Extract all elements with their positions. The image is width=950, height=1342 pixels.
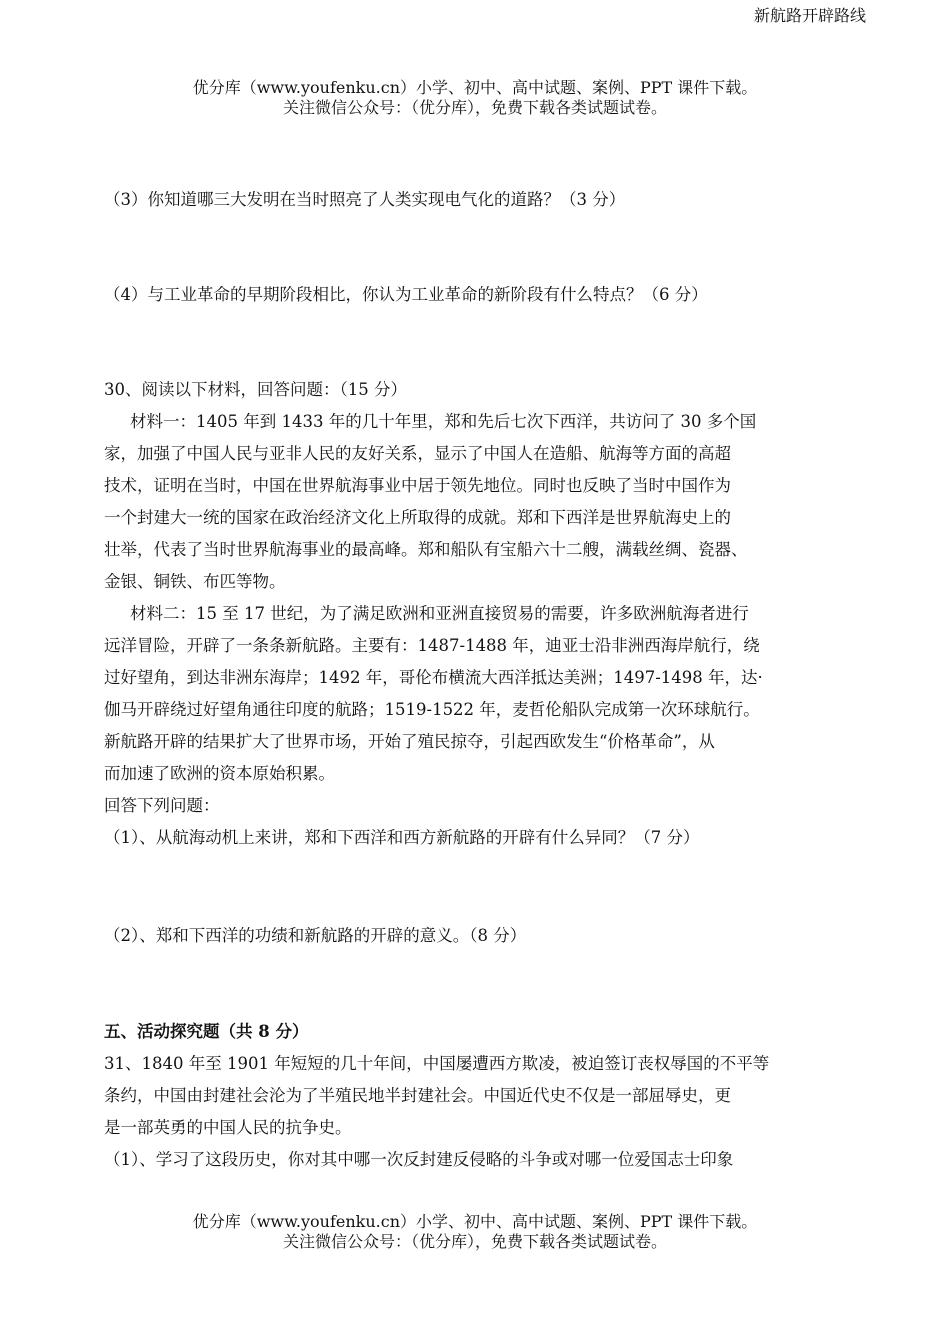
material-2: [104, 598, 864, 790]
material-2-line: 远洋冒险，开辟了一条条新航路。主要有：1487-1488 年，迪亚士沿非洲西海岸航行，绕: [104, 636, 760, 655]
question-31-line: 条约，中国由封建社会沦为了半殖民地半封建社会。中国近代史不仅是一部屈辱史，更: [104, 1086, 731, 1105]
question-30-item-1: （1）、从航海动机上来讲，郑和下西洋和西方新航路的开辟有什么异同？（7 分）: [104, 828, 700, 847]
material-1-line: 技术，证明在当时，中国在世界航海事业中居于领先地位。同时也反映了当时中国作为: [104, 476, 731, 495]
material-1-line: 家，加强了中国人民与亚非人民的友好关系，显示了中国人在造船、航海等方面的高超: [104, 444, 731, 463]
banner-line-1: 优分库（www.youfenku.cn）小学、初中、高中试题、案例、PPT 课件下载。: [192, 78, 758, 97]
material-1-line: 金银、铜铁、布匹等物。: [104, 572, 286, 591]
question-30-stem: 30、阅读以下材料，回答问题：（15 分）: [104, 380, 407, 399]
material-1-line: 材料一：1405 年到 1433 年的几十年里，郑和先后七次下西洋，共访问了 30 多个国: [130, 412, 757, 431]
material-2-line: 新航路开辟的结果扩大了世界市场，开始了殖民掠夺，引起西欧发生“价格革命”，从: [104, 732, 715, 751]
material-1-line: 一个封建大一统的国家在政治经济文化上所取得的成就。郑和下西洋是世界航海史上的: [104, 508, 731, 527]
top-banner: [0, 78, 950, 118]
question-31-line: 是一部英勇的中国人民的抗争史。: [104, 1118, 352, 1137]
question-29-item-3: （3）你知道哪三大发明在当时照亮了人类实现电气化的道路？（3 分）: [104, 190, 626, 209]
material-2-line: 伽马开辟绕过好望角通往印度的航路；1519-1522 年，麦哲伦船队完成第一次环球航行。: [104, 700, 760, 719]
bottom-banner: [0, 1212, 950, 1252]
banner-line-2: 关注微信公众号：（优分库），免费下载各类试题试卷。: [282, 98, 667, 117]
question-30-prompt: 回答下列问题：: [104, 796, 220, 815]
question-30: [104, 374, 864, 854]
material-2-line: 而加速了欧洲的资本原始积累。: [104, 764, 335, 783]
material-2-line: 过好望角，到达非洲东海岸；1492 年，哥伦布横流大西洋抵达美洲；1497-1498 年，达·: [104, 668, 763, 687]
material-2-line: 材料二：15 至 17 世纪，为了满足欧洲和亚洲直接贸易的需要，许多欧洲航海者进行: [130, 604, 749, 623]
question-31-line: 31、1840 年至 1901 年短短的几十年间，中国屡遭西方欺凌，被迫签订丧权辱国的不平等: [104, 1054, 770, 1073]
material-1: [104, 406, 864, 598]
banner-line-2: 关注微信公众号：（优分库），免费下载各类试题试卷。: [282, 1232, 667, 1251]
question-31-item-1: （1）、学习了这段历史，你对其中哪一次反封建反侵略的斗争或对哪一位爱国志士印象: [104, 1150, 734, 1169]
banner-line-1: 优分库（www.youfenku.cn）小学、初中、高中试题、案例、PPT 课件下载。: [192, 1212, 758, 1231]
question-29-item-4: （4）与工业革命的早期阶段相比，你认为工业革命的新阶段有什么特点？（6 分）: [104, 285, 708, 304]
material-1-line: 壮举，代表了当时世界航海事业的最高峰。郑和船队有宝船六十二艘，满载丝绸、瓷器、: [104, 540, 748, 559]
section-5-heading: 五、活动探究题（共 8 分）: [104, 1022, 309, 1041]
running-header: 新航路开辟路线: [753, 6, 866, 25]
section-5: [104, 1016, 864, 1176]
question-30-item-2: （2）、郑和下西洋的功绩和新航路的开辟的意义。（8 分）: [104, 926, 527, 945]
